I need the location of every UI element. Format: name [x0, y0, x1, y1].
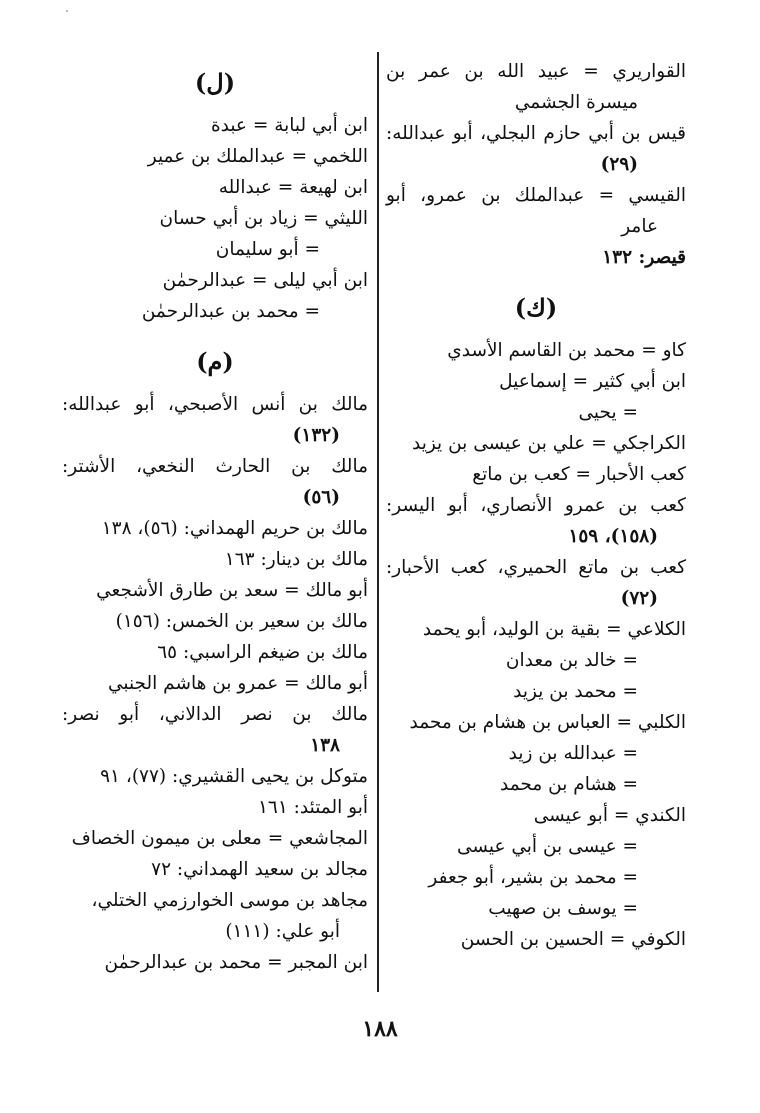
index-entry: كعب الأحبار = كعب بن ماتع: [472, 464, 686, 485]
index-entry: أبو مالك = عمرو بن هاشم الجنبي: [107, 673, 368, 694]
index-entry: قيس بن أبي حازم البجلي، أبو عبدالله:: [386, 123, 686, 144]
right-column: [386, 56, 686, 955]
index-entry: مالك بن حريم الهمداني: (٥٦)، ١٣٨: [101, 518, 368, 539]
index-entry-subentry: = خالد بن معدان: [505, 650, 638, 671]
index-entry: أبو مالك = سعد بن طارق الأشجعي: [96, 580, 368, 601]
index-entry-subentry: = هشام بن محمد: [500, 774, 638, 795]
index-entry: ابن لهيعة = عبدالله: [218, 177, 368, 198]
index-entry-continuation: (٧٢): [620, 588, 658, 609]
index-entry-subentry: = يوسف بن صهيب: [488, 898, 638, 919]
index-entry: أبو المتئد: ١٦١: [257, 797, 368, 818]
index-entry: مجاهد بن موسى الخوارزمي الختلي،: [91, 890, 368, 911]
index-entry: اللخمي = عبدالملك بن عمير: [147, 146, 368, 167]
index-entry: الليثي = زياد بن أبي حسان: [159, 208, 368, 229]
index-entry: كعب بن عمرو الأنصاري، أبو اليسر:: [386, 495, 686, 516]
index-entry: متوكل بن يحيى القشيري: (٧٧)، ٩١: [100, 766, 368, 787]
index-entry: المجاشعي = معلى بن ميمون الخصاف: [71, 828, 368, 849]
section-letter-kaf: (ك): [514, 293, 558, 322]
page-number: ١٨٨: [362, 1016, 398, 1042]
index-entry-subentry: = عبدالله بن زيد: [508, 743, 638, 764]
left-column: [62, 56, 368, 978]
index-entry: ابن أبي كثير = إسماعيل: [499, 371, 686, 392]
section-letter-mim: (م): [196, 347, 234, 376]
index-entry: مالك بن ضيغم الراسبي: ٦٥: [157, 642, 368, 663]
index-entry: الكلاعي = بقية بن الوليد، أبو يحمد: [422, 619, 686, 640]
index-entry: مالك بن سعير بن الخمس: (١٥٦): [115, 611, 368, 632]
index-entry-subentry: = عيسى بن أبي عيسى: [456, 836, 638, 857]
index-entry: الكلبي = العباس بن هشام بن محمد: [409, 712, 686, 733]
index-entry-continuation: (١٥٨)، ١٥٩: [568, 526, 658, 547]
index-entry: ابن أبي لبابة = عبدة: [210, 115, 368, 136]
index-entry: مجالد بن سعيد الهمداني: ٧٢: [151, 859, 368, 880]
index-entry-subentry: = أبو سليمان: [215, 239, 320, 260]
index-entry-continuation: أبو علي: (١١١): [225, 921, 340, 942]
index-entry: القيسي = عبدالملك بن عمرو، أبو: [386, 185, 686, 206]
section-letter-lam: (ل): [194, 68, 236, 97]
index-entry: ابن أبي ليلى = عبدالرحمٰن: [162, 270, 368, 291]
index-entry: الكندي = أبو عيسى: [533, 805, 686, 826]
index-entry-continuation: (٢٩): [600, 154, 638, 175]
index-entry: مالك بن دينار: ١٦٣: [224, 549, 368, 570]
index-entry: القواريري = عبيد الله بن عمر بن: [386, 61, 686, 82]
index-entry: الكوفي = الحسين بن الحسن: [460, 929, 686, 950]
index-entry-subentry: = محمد بن بشير، أبو جعفر: [428, 867, 638, 888]
page-speck: [66, 10, 68, 12]
index-entry: الكراجكي = علي بن عيسى بن يزيد: [411, 433, 686, 454]
index-entry-subentry: = محمد بن يزيد: [513, 681, 638, 702]
column-divider: [377, 52, 379, 992]
index-entry-continuation: عامر: [621, 216, 658, 237]
index-entry-subentry: = محمد بن عبدالرحمٰن: [141, 301, 320, 322]
index-entry: كاو = محمد بن القاسم الأسدي: [447, 340, 686, 361]
index-entry: ابن المجبر = محمد بن عبدالرحمٰن: [104, 952, 368, 973]
index-entry: مالك بن الحارث النخعي، الأشتر:: [62, 456, 368, 477]
index-entry-subentry: = يحيى: [578, 402, 638, 423]
index-entry: قيصر: ١٣٢: [602, 247, 686, 268]
index-entry-continuation: ميسرة الجشمي: [514, 92, 638, 113]
index-entry-continuation: (١٣٢): [292, 425, 340, 446]
index-entry: مالك بن أنس الأصبحي، أبو عبدالله:: [62, 394, 368, 415]
index-entry-continuation: ١٣٨: [310, 735, 340, 756]
index-entry: مالك بن نصر الدالاني، أبو نصر:: [62, 704, 368, 725]
index-entry: كعب بن ماتع الحميري، كعب الأحبار:: [386, 557, 686, 578]
index-entry-continuation: (٥٦): [302, 487, 340, 508]
